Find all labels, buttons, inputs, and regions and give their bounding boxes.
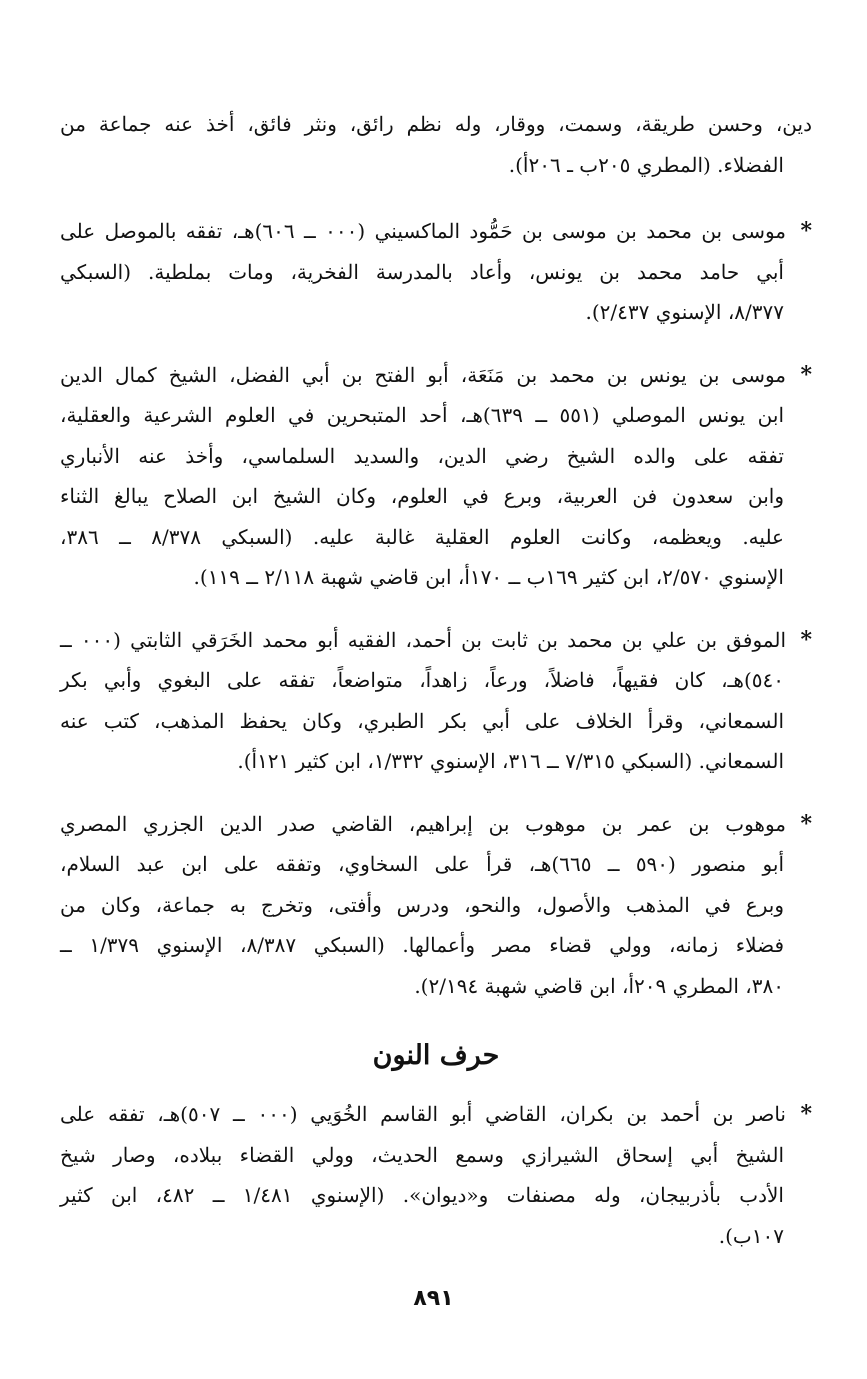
- page-body: [60, 104, 812, 1278]
- entry-mawhub: [60, 804, 812, 1007]
- asterisk-marker: *: [800, 218, 813, 244]
- entry-line: ٣٨٠، المطري ٢٠٩أ، ابن قاضي شهبة ٢/١٩٤).: [414, 973, 784, 998]
- entry-line: وابن سعدون فن العربية، وبرع في العلوم، وكان الشيخ ابن الصلاح يبالغ الثناء: [60, 484, 784, 508]
- entry-line: الموفق بن علي بن محمد بن ثابت بن أحمد، الفقيه أبو محمد الخَرَقي الثابتي (٠٠٠ ــ: [60, 627, 787, 652]
- entry-al-muwaffaq: [60, 620, 812, 782]
- asterisk-marker: *: [800, 810, 812, 837]
- entry-line: عليه. ويعظمه، وكانت العلوم العقلية غالبة عليه. (السبكي ٨/٣٧٨ ــ ٣٨٦،: [60, 524, 784, 549]
- entry-line: السمعاني. (السبكي ٧/٣١٥ ــ ٣١٦، الإسنوي ١/٣٣٢، ابن كثير ١٢١أ).: [237, 749, 784, 773]
- entry-line: تفقه على والده الشيخ رضي الدين، والسديد السلماسي، وأخذ عنه الأنباري: [60, 443, 784, 468]
- entry-line: أبي حامد محمد بن يونس، وأعاد بالمدرسة الفخرية، ومات بملطية. (السبكي: [60, 259, 784, 284]
- entry-musa-ibn-muhammad: [60, 211, 812, 333]
- asterisk-marker: *: [800, 626, 813, 653]
- entry-line: ١٠٧ب).: [718, 1223, 784, 1248]
- entry-first-line: [60, 211, 812, 252]
- entry-continued: [60, 104, 812, 185]
- entry-line: ابن يونس الموصلي (٥٥١ ــ ٦٣٩)هـ، أحد المتبحرين في العلوم الشرعية والعقلية،: [60, 403, 784, 427]
- page-number: ٨٩١: [413, 1286, 454, 1311]
- entry-line: موهوب بن عمر بن موهوب بن إبراهيم، القاضي صدر الدين الجزري المصري: [60, 811, 786, 836]
- entry-line: فضلاء زمانه، وولي قضاء مصر وأعمالها. (السبكي ٨/٣٨٧، الإسنوي ١/٣٧٩ ــ: [60, 933, 785, 957]
- entry-line: وبرع في المذهب والأصول، والنحو، ودرس وأفتى، وتخرج به جماعة، وكان من: [60, 892, 784, 917]
- entry-line: السمعاني، وقرأ الخلاف على أبي بكر الطبري، وكان يحفظ المذهب، كتب عنه: [60, 708, 784, 733]
- entry-first-line: [60, 355, 812, 396]
- entry-line: ٨/٣٧٧، الإسنوي ٢/٤٣٧).: [585, 300, 784, 324]
- entry-line: الفضلاء. (المطري ٢٠٥ب ـ ٢٠٦أ).: [508, 152, 784, 177]
- entry-line: الأدب بأذربيجان، وله مصنفات و«ديوان». (الإسنوي ١/٤٨١ ــ ٤٨٢، ابن كثير: [60, 1183, 784, 1207]
- entry-line: أبو منصور (٥٩٠ ــ ٦٦٥)هـ، قرأ على السخاوي، وتفقه على ابن عبد السلام،: [60, 852, 784, 876]
- entry-musa-ibn-yunus: [60, 355, 812, 598]
- entry-line: ٥٤٠)هـ، كان فقيهاً، فاضلاً، ورعاً، زاهداً، متواضعاً، تفقه على البغوي وأبي بكر: [60, 668, 784, 692]
- asterisk-marker: *: [800, 361, 812, 388]
- entry-line: موسى بن محمد بن موسى بن حَمُّود الماكسيني (٠٠٠ ــ ٦٠٦)هـ، تفقه بالموصل على: [60, 219, 787, 243]
- entry-line: ناصر بن أحمد بن بكران، القاضي أبو القاسم الخُوَيي (٠٠٠ ــ ٥٠٧)هـ، تفقه على: [60, 1102, 786, 1126]
- entry-line: موسى بن يونس بن محمد بن مَنَعَة، أبو الفتح بن أبي الفضل، الشيخ كمال الدين: [60, 362, 786, 387]
- entry-line: الشيخ أبي إسحاق الشيرازي وسمع الحديث، وولي القضاء ببلاده، وصار شيخ: [60, 1142, 784, 1167]
- entry-first-line: [60, 804, 812, 845]
- entry-first-line: [60, 620, 812, 661]
- entry-first-line: [60, 1094, 812, 1135]
- entry-line: دين، وحسن طريقة، وسمت، ووقار، وله نظم رائق، ونثر فائق، أخذ عنه جماعة من: [60, 112, 812, 136]
- entry-nasir-ibn-ahmad: [60, 1094, 812, 1256]
- asterisk-marker: *: [800, 1101, 812, 1127]
- entry-line: الإسنوي ٢/٥٧٠، ابن كثير ١٦٩ب ــ ١٧٠أ، ابن قاضي شهبة ٢/١١٨ ــ ١١٩).: [193, 565, 784, 589]
- section-heading: حرف النون: [372, 1040, 500, 1071]
